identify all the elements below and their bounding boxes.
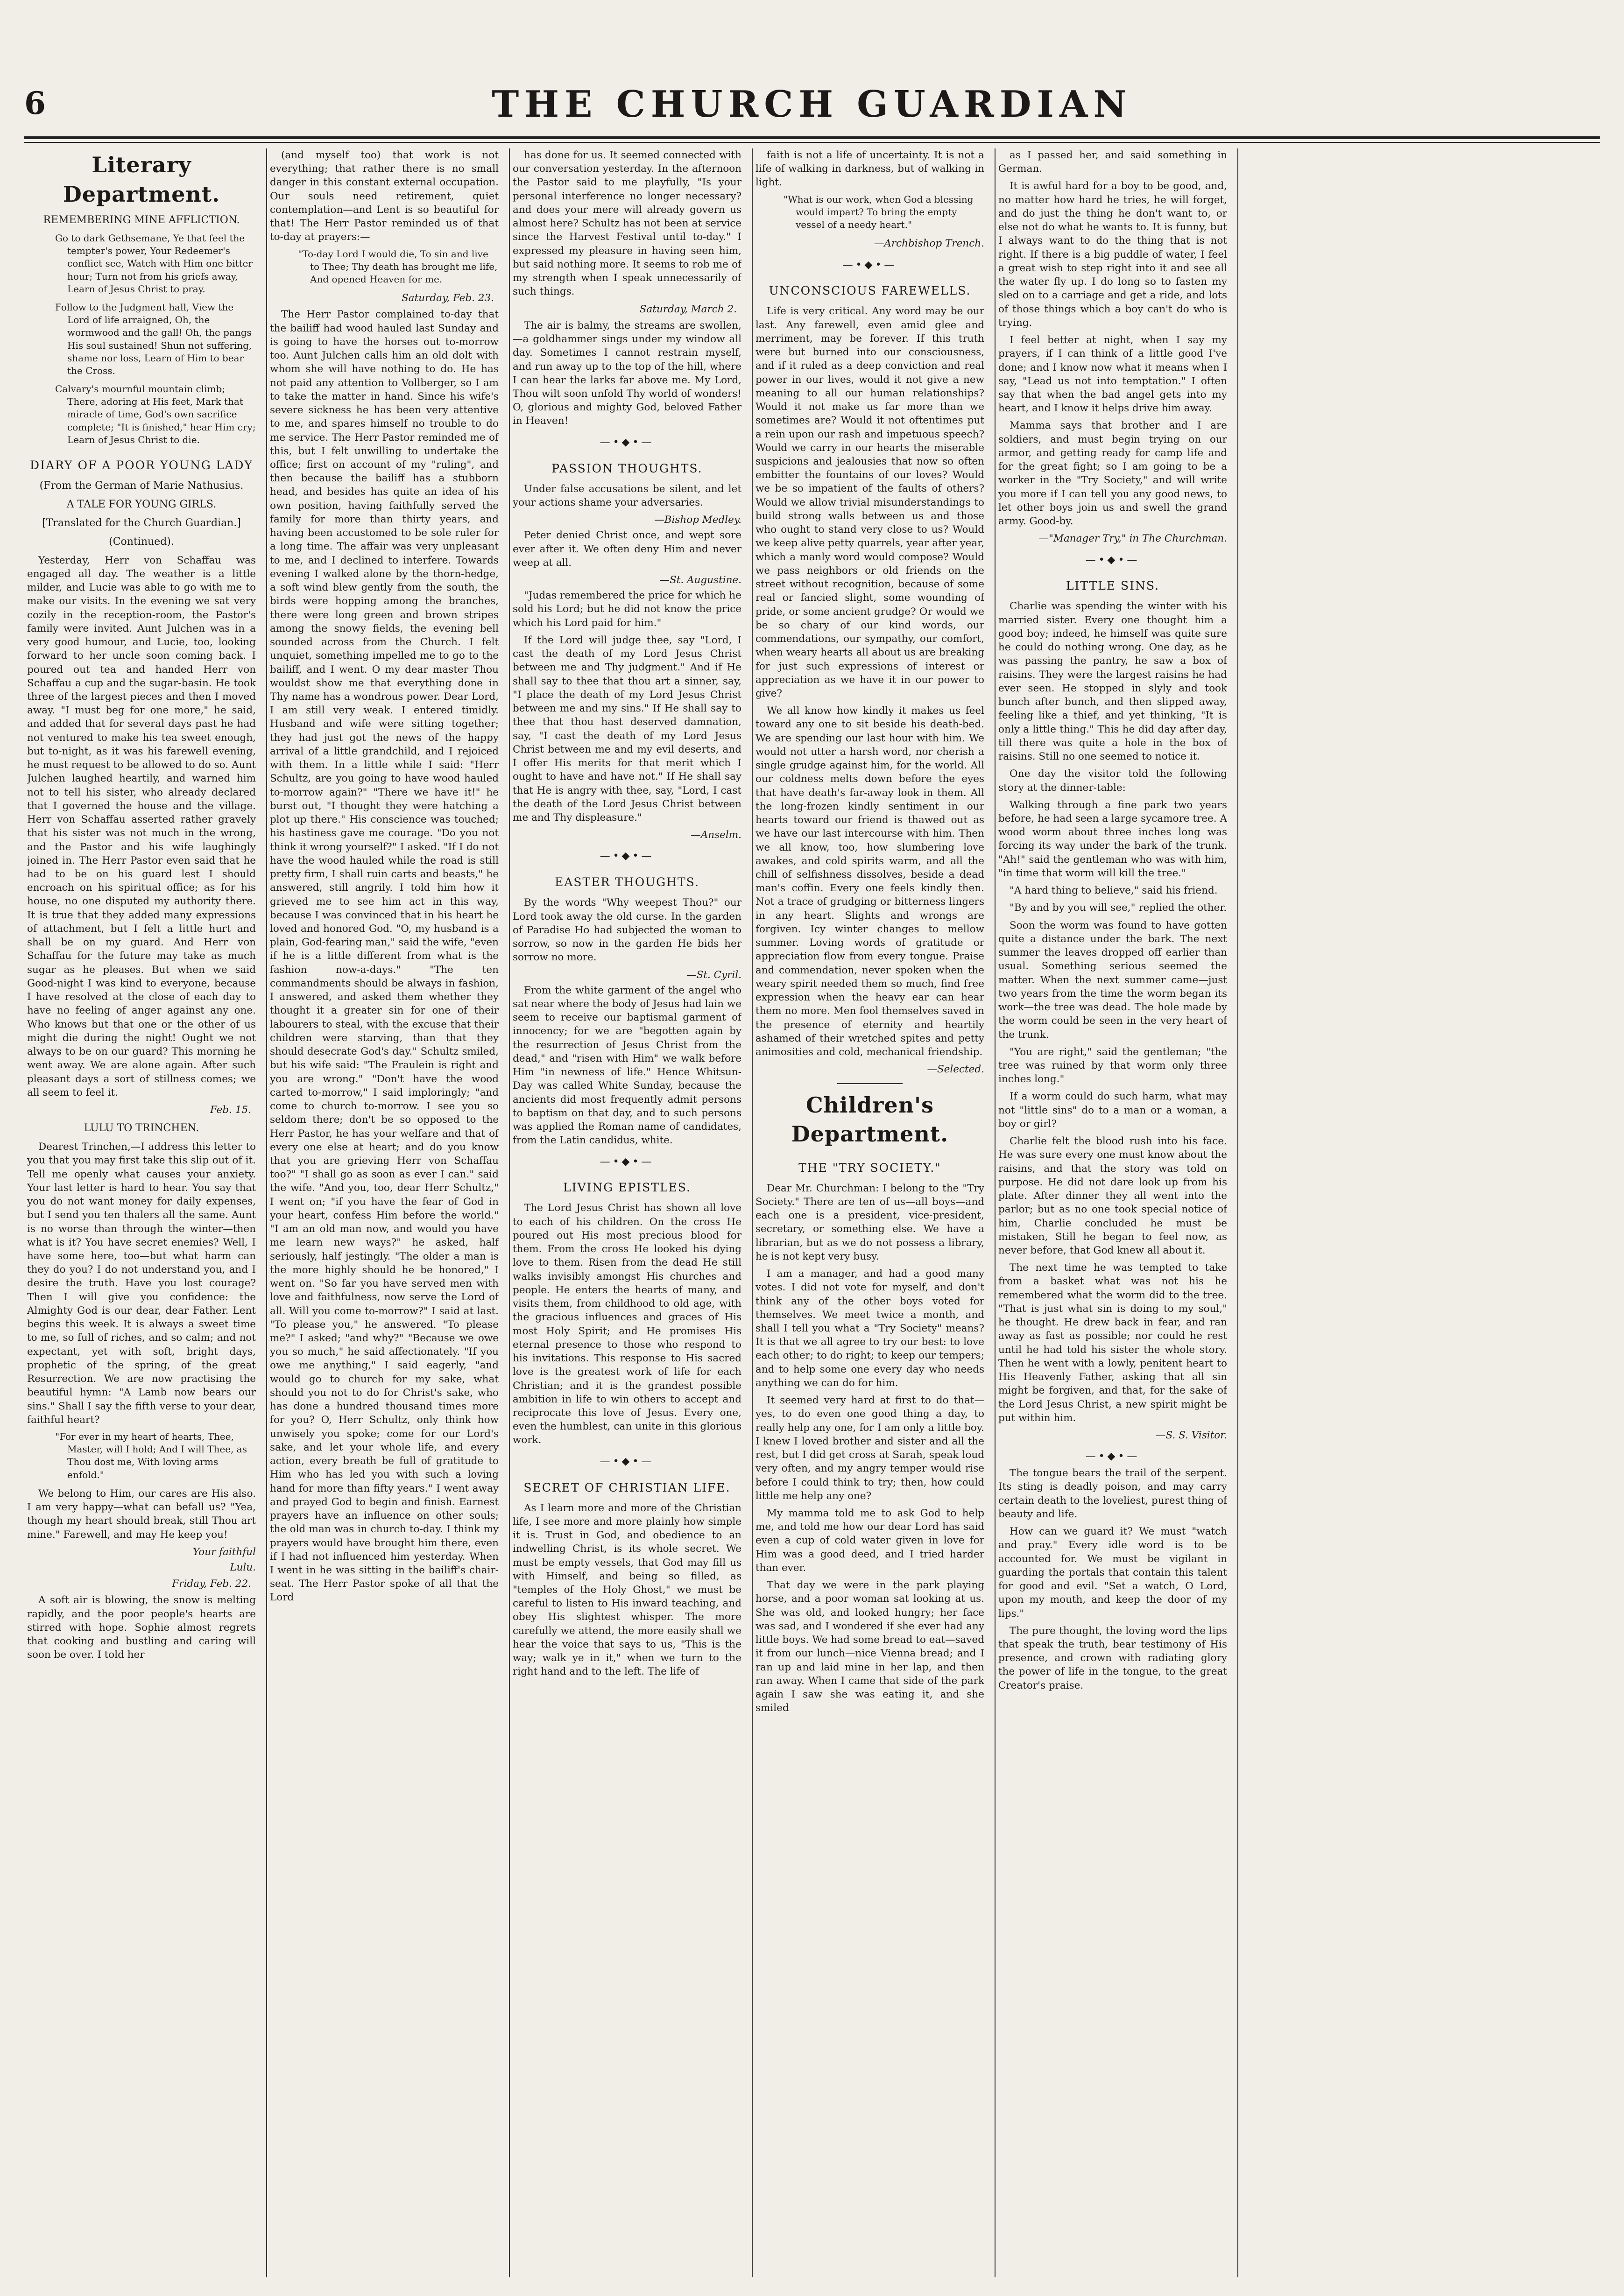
- diary-paragraph: has done for us. It seemed connected with our conversation yesterday. In the afternoon the Pastor said to me playfully, "Is your personal interference no longer necessary? and does your mere will already govern us almost here? Schultz has not been at service since the Harvest Festival until to-day." I expressed my pleasure in having seen him, but said nothing more. It seems to rob me of my strength when I speak unnecessarily of such things.: [513, 149, 741, 298]
- little-sins-paragraph: One day the visitor told the following story at the dinner-table:: [998, 768, 1227, 794]
- diary-tale: A TALE FOR YOUNG GIRLS.: [66, 498, 217, 510]
- trench-verse: [784, 193, 984, 232]
- try-society-paragraph: as I passed her, and said something in German.: [998, 149, 1227, 175]
- letter-signature: Lulu.: [230, 1561, 256, 1573]
- little-sins-paragraph: "A hard thing to believe," said his friend.: [1010, 885, 1218, 897]
- quote-paragraph: "Judas remembered the price for which he sold his Lord; but he did not know the price which his Lord paid for him.": [513, 590, 741, 629]
- diary-paragraph: A soft air is blowing, the snow is melting rapidly, and the poor people's hearts are stirred with hope. Sophie almost regrets that cooking and bustling and caring will soon be over. I told her: [27, 1594, 256, 1661]
- unconscious-farewells-title: UNCONSCIOUS FAREWELLS.: [769, 284, 971, 298]
- column-1: [27, 148, 256, 2277]
- column-3: [513, 148, 741, 2277]
- little-sins-paragraph: Soon the worm was found to have gotten quite a distance under the bark. The next summer the leaves dropped off earlier than usual. Something serious seemed the matter. When the next summer came—just two years from the time the worm began its work—the tree was dead. The hole made by the worm could be seen in the very heart of the trunk.: [998, 919, 1227, 1041]
- ornament-divider: —•◆•—: [600, 850, 655, 862]
- column-rule: [266, 148, 267, 2277]
- column-4: [756, 148, 984, 2277]
- hymn-verse: [55, 1430, 256, 1481]
- quote-source: —Bishop Medley.: [654, 514, 741, 526]
- quote-source: —St. Augustine.: [659, 574, 741, 586]
- tongue-paragraph: The tongue bears the trail of the serpent. Its sting is deadly poison, and may carry certain death to the loveliest, purest thing of beauty and life.: [998, 1467, 1227, 1520]
- diary-paragraph: (and myself too) that work is not everything; that rather there is no small danger in this constant external occupation. Our souls need retirement, quiet contemplation—and Lent is so beautiful for that! The Herr Pastor reminded us of that to-day at prayers:—: [270, 149, 499, 243]
- try-society-paragraph: That day we were in the park playing horse, and a poor woman sat looking at us. She was old, and looked hungry; her face was sad, and I wondered if she ever had any little boys. We had some bread to eat—saved it from our lunch—nice Vienna bread; and I ran up and laid mine in her lap, and then ran away. When I came that side of the park again I saw she was eating it, and she smiled: [756, 1579, 984, 1714]
- masthead-rule: [24, 136, 1600, 139]
- quote-source: —Archbishop Trench.: [874, 238, 984, 250]
- column-5: [998, 148, 1227, 2277]
- try-society-paragraph: It seemed very hard at first to do that—yes, to do even one good thing a day, to really help any one, for I am only a little boy. I knew I loved brother and sister and all the rest, but I did get cross at Sarah, speak loud very often, and my angry temper would rise before I could think to try; then, how could little me help any one?: [756, 1395, 984, 1502]
- easter-thoughts-title: EASTER THOUGHTS.: [555, 875, 699, 889]
- farewells-paragraph: Life is very critical. Any word may be our last. Any farewell, even amid glee and merriment, may be forever. If this truth were but burned into our consciousness, and if it ruled as a deep conviction and real power in our lives, would it not give a new meaning to all our human relationships? Would it not make us far more than we sometimes are? Would it not oftentimes put a rein upon our rash and impetuous speech? Would we carry in our hearts the miserable suspicions and jealousies that now so often embitter the fountains of our loves? Would we be so impatient of the faults of others? Would we allow trivial misunderstandings to build strong walls between us and those who ought to stand very close to us? Would we keep alive petty quarrels, year after year, which a manly word would compose? Would we pass neighbors or old friends on the street without recognition, because of some real or fancied slight, some wounding of pride, or some ancient grudge? Or would we be so chary of our kind words, our commendations, our sympathy, our comfort, when weary hearts all about us are breaking for just such expressions of interest or appreciation as we have it in our power to give?: [756, 305, 984, 699]
- trench-verse-text: "What is our work, when God a blessing would impart? To bring the empty vessel of a needy heart.": [784, 193, 974, 231]
- little-sins-paragraph: Walking through a fine park two years before, he had seen a large sycamore tree. A wood worm about three inches long was forcing its way under the bark of the trunk. "Ah!" said the gentleman who was with him, "in time that worm will kill the tree.": [998, 799, 1227, 879]
- column-rule: [995, 148, 996, 2277]
- diary-date: Feb. 15.: [210, 1104, 251, 1116]
- try-society-paragraph: Dear Mr. Churchman: I belong to the "Try Society." There are ten of us—all boys—and each one is a president, vice-president, secretary, or something else. We have a librarian, but as we do not possess a library, he is not kept very busy.: [756, 1182, 984, 1262]
- letter-paragraph: We belong to Him, our cares are His also. I am very happy—what can befall us? "Yea, though my heart should break, still Thou art mine." Farewell, and may He keep you!: [27, 1487, 256, 1541]
- secret-paragraph: faith is not a life of uncertainty. It is not a life of walking in darkness, but of walking in light.: [756, 149, 984, 189]
- quote-source: —Anselm.: [691, 829, 741, 841]
- diary-title: DIARY OF A POOR YOUNG LADY: [30, 458, 253, 472]
- diary-translation-note: [Translated for the Church Guardian.]: [42, 517, 241, 529]
- ornament-divider: —•◆•—: [600, 1455, 655, 1467]
- quote-paragraph: Peter denied Christ once, and wept sore ever after it. We often deny Him and never weep at all.: [513, 529, 741, 569]
- poem: [55, 232, 256, 446]
- letter-closing: Your faithful: [192, 1546, 256, 1558]
- try-society-paragraph: It is awful hard for a boy to be good, and, no matter how hard he tries, he will forget, and do just the thing he don't want to, or else not do what he wants to. It is funny, but I always want to do the thing that is not right. If there is a big puddle of water, I feel a great wish to step right into it and see all the water fly up. I do long so to fasten my sled on to a carriage and get a ride, and lots of those things which a boy can't do who is trying.: [998, 180, 1227, 329]
- little-sins-paragraph: If a worm could do such harm, what may not "little sins" do to a man or a woman, a boy or girl?: [998, 1091, 1227, 1130]
- poem-title: REMEMBERING MINE AFFLICTION.: [43, 214, 240, 226]
- quote-source: —Selected.: [927, 1063, 984, 1076]
- tongue-paragraph: The pure thought, the loving word the lips that speak the truth, bear testimony of His presence, and crown with radiating glory the power of life in the tongue, to the great Creator's praise.: [998, 1625, 1227, 1691]
- column-rule: [509, 148, 510, 2277]
- quote-paragraph: Under false accusations be silent, and let your actions shame your adversaries.: [513, 483, 741, 508]
- diary-paragraph: The Herr Pastor complained to-day that the bailiff had wood hauled last Sunday and is going to have the horses out to-morrow too. Aunt Julchen calls him an old dolt with whom she will have nothing to do. He has not paid any attention to Vollberger, so I am to take the matter in hand. Since his wife's severe sickness he has been very attentive to me, and spares himself no trouble to do me service. The Herr Pastor reminded me of this, but I felt unwilling to undertake the office; first on account of my "ruling", and then because the bailiff has a stubborn head, and besides has quite an idea of his own position, having faithfully served the family for more than thirty years, and having been accustomed to be sole ruler for a long time. The affair was very unpleasant to me, and I declined to interfere. Towards evening I walked alone by the thorn-hedge, a soft wind blew gently from the south, the birds were hopping among the branches, there were long green and brown stripes among the snowy fields, the evening bell sounded across from the Church. I felt unquiet, something impelled me to go to the bailiff, and I went. O my dear master Thou wouldst show me that everything done in Thy name has a wondrous power. Dear Lord, I am still very weak. I entered timidly. Husband and wife were sitting together; they had just got the news of the happy arrival of a little grandchild, and I rejoiced with them. In a little while I said: "Herr Schultz, are you going to have wood hauled to-morrow again?" "There we have it!" he burst out, "I thought they were hatching a plot up there." His conscience was touched; his hastiness gave me courage. "Do you not think it wrong yourself?" I asked. "If I do not have the wood hauled while the road is still pretty firm, I shall ruin carts and beasts," he answered, still angrily. I told him how it grieved me to see him act in this way, because I was convinced that in his heart he loved and honored God. "O, my husband is a plain, God-fearing man," said the wife, "even if he is a little different from what is the fashion now-a-days." "The ten commandments should be always in fashion, I answered, and asked them whether they thought it a greater sin for one of their labourers to steal, with the excuse that their children were starving, than that they should desecrate God's day." Schultz smiled, but his wife said: "The Fraulein is right and you are wrong." "Don't have the wood carted to-morrow," I said imploringly; "and come to church to-morrow. I see you so seldom there; don't be so opposed to the Herr Pastor, he has your welfare and that of every one else at heart; and do you know that you are grieving Herr von Schaffau too?" "I shall go as soon as ever I can." said the wife. "And you, too, dear Herr Schultz," I went on; "if you have the fear of God in your heart, confess Him before the world." "I am an old man now, and would you have me learn new ways?" he asked, half seriously, half jestingly. "The older a man is the more highly should he be honored," I went on. "So far you have served men with love and faithfulness, now serve the Lord of all. Will you come to-morrow?" I said at last. "To please you," he answered. "To please me?" I asked; "and why?" "Because we owe you so much," he said affectionately. "If you owe me anything," I said eagerly, "and would go to church for my sake, what should you not to do for Christ's sake, who has done a hundred thousand times more for you? O, Herr Schultz, only think how unwisely you spoke; come for our Lord's sake, and let your whole life, and every action, every breath be full of gratitude to Him who has led you with such a loving hand for more than fifty years." I went away and prayed God to begin and finish. Earnest prayers have an influence on other souls; the old man was in church to-day. I think my prayers would have brought him there, even if I had not influenced him yesterday. When I went in he was sitting in the bailiff's chair-seat. The Herr Pastor spoke of all that the Lord: [270, 309, 499, 1604]
- tongue-paragraph: How can we guard it? We must "watch and pray." Every idle word is to be accounted for. We must be vigilant in guarding the portals that contain this talent for good and evil. "Set a watch, O Lord, upon my mouth, and keep the door of my lips.": [998, 1526, 1227, 1620]
- little-sins-paragraph: "You are right," said the gentleman; "the tree was ruined by that worm only three inches long.": [998, 1046, 1227, 1085]
- diary-continued: (Continued).: [109, 535, 174, 548]
- poem-stanza: Calvary's mournful mountain climb; There, adoring at His feet, Mark that miracle of time, God's own sacrifice complete; "It is finished," hear Him cry; Learn of Jesus Christ to die.: [55, 383, 256, 445]
- try-society-title: THE "TRY SOCIETY.": [798, 1161, 941, 1175]
- diary-date: Saturday, Feb. 23.: [402, 292, 494, 304]
- try-society-paragraph: My mamma told me to ask God to help me, and told me how our dear Lord has said even a cup of cold water given in love for Him was a good deed, and I tried harder than ever.: [756, 1507, 984, 1574]
- prayer-text: "To-day Lord I would die, To sin and live to Thee; Thy death has brought me life, And opened Heaven for me.: [298, 248, 498, 285]
- quote-source: —St. Cyril.: [686, 969, 741, 981]
- little-sins-paragraph: The next time he was tempted to take from a basket what was not his he remembered what the worm did to the tree. "That is just what sin is doing to my soul," he thought. He drew back in fear, and ran away as fast as possible; nor could he rest until he had told his sister the whole story. Then he went with a lowly, penitent heart to His Heavenly Father, asking that all sin might be forgiven, and that, for the sake of the Lord Jesus Christ, a new spirit might be put within him.: [998, 1262, 1227, 1424]
- ornament-divider: —•◆•—: [600, 436, 655, 448]
- living-epistles-paragraph: The Lord Jesus Christ has shown all love to each of his children. On the cross He poured out His most precious blood for them. From the cross He looked his dying love to them. Risen from the dead He still walks invisibly amongst His churches and people. He enters the hearts of many, and visits them, from childhood to old age, with the gracious influences and graces of His most Holy Spirit; and He promises His eternal presence to those who respond to his invitations. This response to His sacred love is the greatest work of life for each Christian; and it is the grandest possible ambition in life to win others to accept and reciprocate this love of Jesus. Every one, even the humblest, can unite in this glorious work.: [513, 1202, 741, 1446]
- prayer-verse: [298, 248, 499, 286]
- try-society-paragraph: I feel better at night, when I say my prayers, if I can think of a little good I've done; and I know now what it means when I say, "Lead us not into temptation." I often say that when the bad angel gets into my heart, and I know it helps drive him away.: [998, 334, 1227, 415]
- ornament-divider: —•◆•—: [600, 1155, 655, 1168]
- secret-christian-life-title: SECRET OF CHRISTIAN LIFE.: [523, 1480, 731, 1494]
- ornament-divider: —•◆•—: [1085, 554, 1140, 566]
- letter-heading: LULU TO TRINCHEN.: [84, 1122, 199, 1134]
- column-rule: [752, 148, 753, 2277]
- column-rule: [1237, 148, 1238, 2277]
- quote-source: —"Manager Try," in The Churchman.: [1038, 533, 1227, 545]
- poem-stanza: Go to dark Gethsemane, Ye that feel the tempter's power, Your Redeemer's conflict see, Watch with Him one bitter hour; Turn not from his griefs away, Learn of Jesus Christ to pray.: [55, 232, 253, 295]
- little-sins-paragraph: Charlie was spending the winter with his married sister. Every one thought him a good boy; indeed, he himself was quite sure he could do nothing wrong. One day, as he was passing the pantry, he saw a box of raisins. They were the largest raisins he had ever seen. He stopped in slyly and took bunch after bunch, and then slipped away, feeling like a thief, and yet thinking, "It is only a little thing." This he did day after day, till there was quite a hole in the box of raisins. Still no one seemed to notice it.: [998, 600, 1227, 763]
- easter-paragraph: By the words "Why weepest Thou?" our Lord took away the old curse. In the garden of Paradise Ho had subjected the woman to sorrow, so now in the garden He bids her sorrow no more.: [513, 897, 741, 964]
- literary-department-heading: Literary Department.: [63, 152, 220, 207]
- easter-paragraph: From the white garment of the angel who sat near where the body of Jesus had lain we seem to receive our baptismal garment of innocency; for we are "begotten again by the resurrection of Jesus Christ from the dead," and "risen with Him" we walk before Him "in newness of life." Hence Whitsun-Day was called White Sunday, because the ancients did most frequently admit persons to baptism on that day, and to such persons was applied the Roman name of candidates, from the Latin candidus, white.: [513, 984, 741, 1147]
- diary-source: (From the German of Marie Nathusius.: [39, 480, 244, 492]
- diary-paragraph: Yesterday, Herr von Schaffau was engaged all day. The weather is a little milder, and Lucie was able to go with me to make our visits. In the evening we sat very cozily in the reception-room, the Pastor's family were invited. Aunt Julchen was in a very good humour, and Lucie, too, looking forward to her uncle soon coming back. I poured out tea and handed Herr von Schaffau a cup and the sugar-basin. He took three of the largest pieces and then I moved away. "I must beg for one more," he said, and added that for several days past he had not ventured to make his tea sweet enough, but to-night, as it was his farewell evening, he must request to be allowed to do so. Aunt Julchen laughed heartily, and warned him not to tell his sister, who already declared that I governed the house and the village. Herr von Schaffau asserted rather gravely that his sister was not much in the wrong, and the Pastor and his wife laughingly joined in. The Herr Pastor even said that he had to be on his guard lest I should encroach on his spiritual office; as for his house, no one disputed my authority there. It is true that they added many expressions of attachment, but I felt a little hurt and shall be on my guard. And Herr von Schaffau for the future may take as much sugar as he pleases. But when we said Good-night I was kind to everyone, because I have resolved at the close of each day to have no feeling of anger against any one. Who knows but that one or the other of us might die during the night! Ought we not always to be on our guard? This morning he went away. We are alone again. After such pleasant days a sort of stillness comes; we all seem to feel it.: [27, 554, 256, 1099]
- section-rule: [837, 1083, 903, 1084]
- column-2: [270, 148, 499, 2277]
- ornament-divider: —•◆•—: [1085, 1451, 1140, 1463]
- little-sins-paragraph: Charlie felt the blood rush into his face. He was sure every one must know about the raisins, and that the story was told on purpose. He did not dare look up from his plate. After dinner they all went into the parlor; but as no one took special notice of him, Charlie concluded he must be mistaken, Still he began to feel now, as never before, that God knew all about it.: [998, 1135, 1227, 1257]
- farewells-paragraph: We all know how kindly it makes us feel toward any one to sit beside his death-bed. We are spending our last hour with him. We would not utter a harsh word, nor cherish a single grudge against him, for the world. All our coldness melts down before the eyes that have death's far-away look in them. All the long-frozen kindly sentiment in our hearts toward our friend is thawed out as we have our last intercourse with him. Then we all know, too, how slumbering love awakes, and cold spirits warm, and all the chill of selfishness dissolves, beside a dead man's coffin. Every one feels kindly then. Not a trace of grudging or bitterness lingers in any heart. Slights and wrongs are forgiven. Icy winter changes to mellow summer. Loving words of gratitude or appreciation flow from every tongue. Praise and commendation, never spoken when the weary spirit needed them so much, find free expression when the heavy ear can hear them no more. Men fool themselves saved in the presence of eternity and heartily ashamed of their wretched spites and petty animosities and cold, mechanical friendship.: [756, 705, 984, 1058]
- diary-date: Friday, Feb. 22.: [172, 1578, 251, 1590]
- passion-thoughts-title: PASSION THOUGHTS.: [551, 461, 703, 475]
- ornament-divider: —•◆•—: [842, 259, 897, 271]
- little-sins-title: LITTLE SINS.: [1066, 579, 1160, 593]
- hymn-text: "For ever in my heart of hearts, Thee, Master, will I hold; And I will Thee, as Thou dost me, With loving arms enfold.": [55, 1431, 247, 1480]
- poem-stanza: Follow to the Judgment hall, View the Lord of life arraigned, Oh, the wormwood and the gall! Oh, the pangs His soul sustained! Shun not suffering, shame nor loss, Learn of Him to bear the Cross.: [55, 301, 252, 376]
- quote-source: —S. S. Visitor.: [1155, 1430, 1227, 1442]
- living-epistles-title: LIVING EPISTLES.: [563, 1181, 691, 1195]
- masthead: THE CHURCH GUARDIAN: [492, 83, 1132, 126]
- diary-paragraph: The air is balmy, the streams are swollen,—a goldhammer sings under my window all day. Sometimes I cannot restrain myself, and run away up to the top of the hill, where I can hear the larks far above me. My Lord, Thou wilt soon unfold Thy world of wonders! O, glorious and mighty God, beloved Father in Heaven!: [513, 319, 741, 427]
- try-society-paragraph: Mamma says that brother and I are soldiers, and must begin trying on our armor, and getting ready for camp life and for the great fight; so I am going to be a worker in the "Try Society," and will write you more if I can tell you any good news, to let other boys join us and swell the grand army. Good-by.: [998, 420, 1227, 528]
- page-number: 6: [24, 85, 46, 121]
- try-society-paragraph: I am a manager, and had a good many votes. I did not vote for myself, and don't think any of the other boys voted for themselves. We meet twice a month, and shall I tell you what a "Try Society" means? It is that we all agree to try our best: to love each other; to do right; to keep our tempers; and to help some one every day who needs anything we can do for him.: [756, 1268, 984, 1389]
- secret-paragraph: As I learn more and more of the Christian life, I see more and more plainly how simple it is. Trust in God, and obedience to an indwelling Christ, is its whole secret. We must be empty vessels, that God may fill us with Himself, and being so filled, as "temples of the Holy Ghost," we must be careful to listen to His inward teaching, and obey His slightest whisper. The more carefully we attend, the more easily shall we hear the voice that says to us, "This is the way; walk ye in it," when we turn to the right hand and to the left. The life of: [513, 1502, 741, 1678]
- letter-paragraph: Dearest Trinchen,—I address this letter to you that you may first take this slip out of it. Tell me openly what causes your anxiety. Your last letter is hard to hear. You say that you do not want money for daily expenses, but I send you ten thalers all the same. Aunt is no worse than through the winter—then what is it? You have secret enemies? Well, I have some here, too—but what harm can they do you? I do not understand you, and I desire the truth. Have you lost courage? Then I will give you confidence: the Almighty God is our dear, dear Father. Lent begins this week. It is always a sweet time to me, so full of riches, and so calm; and not expectant, yet with soft, bright days, prophetic of the spring, of the great Resurrection. We are now practising the beautiful hymn: "A Lamb now bears our sins." Shall I say the fifth verse to your dear, faithful heart?: [27, 1141, 256, 1426]
- diary-date: Saturday, March 2.: [639, 303, 737, 315]
- masthead-rule-thin: [24, 142, 1600, 143]
- childrens-department-heading: Children's Department.: [791, 1092, 949, 1147]
- little-sins-paragraph: "By and by you will see," replied the other.: [1010, 902, 1227, 914]
- quote-paragraph: If the Lord will judge thee, say "Lord, I cast the death of my Lord Jesus Christ between me and Thy judgment." And if He shall say to thee that thou art a sinner, say, "I place the death of my Lord Jesus Christ between me and my sins." If He shall say to thee that thou hast deserved damnation, say, "I cast the death of my Lord Jesus Christ between me and my evil deserts, and I offer His merits for that merit which I ought to have and have not." If He shall say that He is angry with thee, say, "Lord, I cast the death of the Lord Jesus Christ between me and Thy displeasure.": [513, 634, 741, 824]
